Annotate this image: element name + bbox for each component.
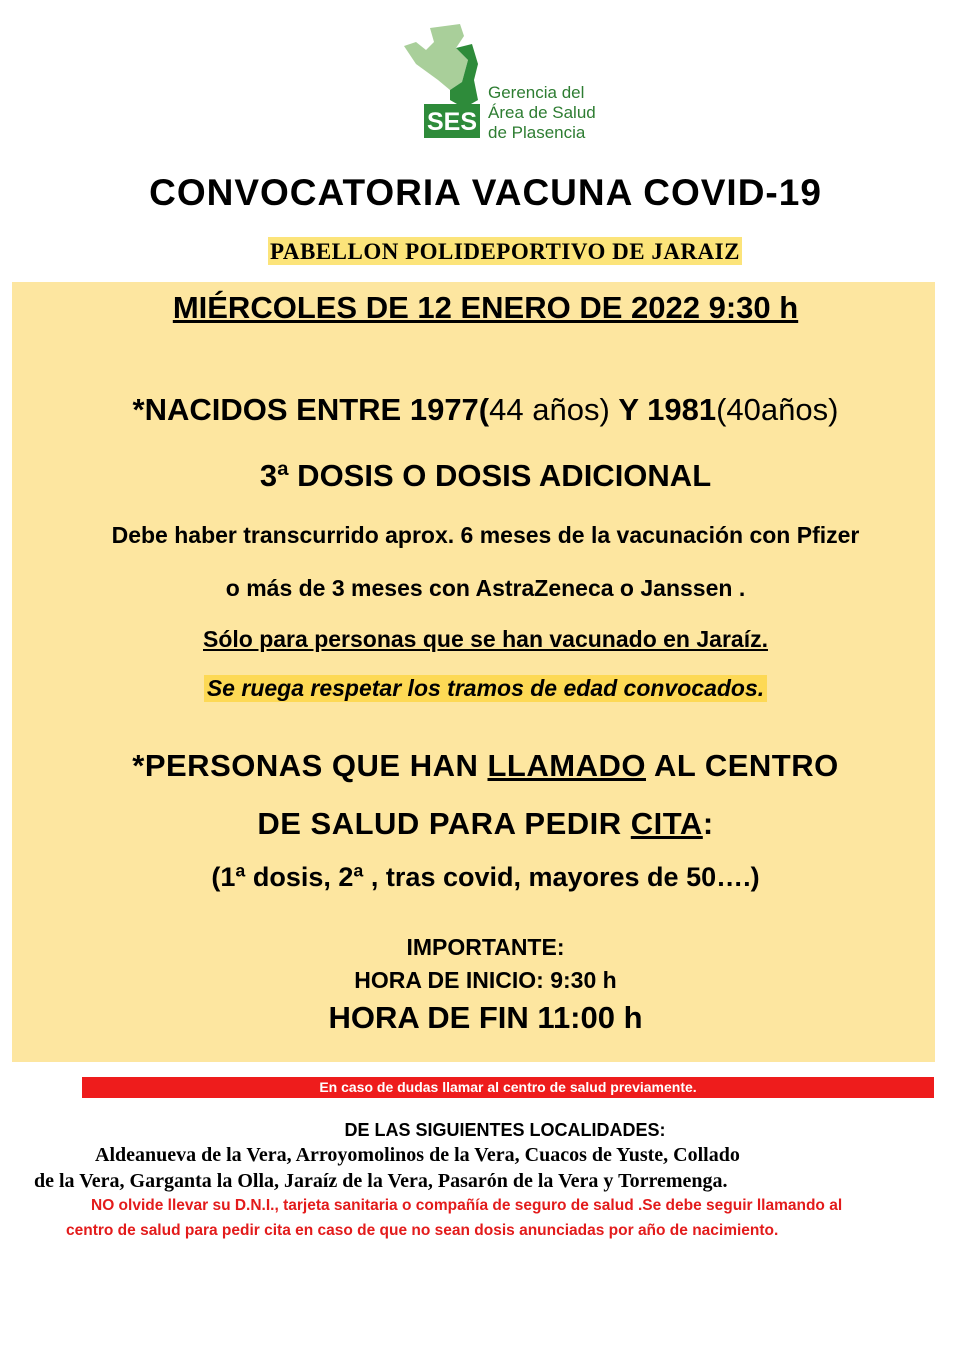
towns-line2: de la Vera, Garganta la Olla, Jaraíz de la Vera, Pasarón de la Vera y Torremenga. [34, 1170, 728, 1192]
birth-years-age2: (40años) [716, 392, 839, 427]
birth-years-age1: 44 años) [489, 392, 619, 427]
only-for-note: Sólo para personas que se han vacunado en Jaraíz. [203, 626, 768, 652]
red-banner-text: En caso de dudas llamar al centro de salud previamente. [319, 1079, 697, 1095]
called-line2-b: : [702, 806, 714, 841]
start-time: HORA DE INICIO: 9:30 h [354, 967, 617, 993]
called-line2-underlined: CITA [630, 806, 703, 841]
logo-badge-text: SES [426, 108, 478, 136]
logo-text-line1: Gerencia del [488, 83, 585, 102]
note-line2: centro de salud para pedir cita en caso de que no sean dosis anunciadas por año de nacimiento. [66, 1222, 779, 1239]
note-line1: NO olvide llevar su D.N.I., tarjeta sanitaria o compañía de seguro de salud .Se debe seguir llamando al [91, 1197, 843, 1214]
venue-row [0, 237, 971, 265]
called-line2 [0, 806, 971, 842]
dose-type: 3ª DOSIS O DOSIS ADICIONAL [259, 458, 712, 493]
logo-cross-light [404, 24, 468, 90]
important-heading: IMPORTANTE: [406, 934, 565, 960]
page-title: CONVOCATORIA VACUNA COVID-19 [149, 172, 822, 213]
called-line1-a: *PERSONAS QUE HAN [132, 748, 488, 783]
called-line1-b: AL CENTRO [645, 748, 839, 783]
respect-row [0, 675, 971, 702]
requirement-line2: o más de 3 meses con AstraZeneca o Janssen . [225, 575, 746, 601]
venue-label: PABELLON POLIDEPORTIVO DE JARAIZ [270, 239, 740, 264]
towns-heading: DE LAS SIGUIENTES LOCALIDADES: [344, 1120, 666, 1140]
birth-years [0, 392, 971, 428]
respect-note: Se ruega respetar los tramos de edad convocados. [204, 675, 767, 702]
requirement-line1: Debe haber transcurrido aprox. 6 meses de la vacunación con Pfizer [111, 522, 860, 548]
end-time: HORA DE FIN 11:00 h [328, 1000, 643, 1035]
logo-text-line3: de Plasencia [488, 123, 586, 142]
birth-years-mid: Y 1981 [618, 392, 717, 427]
event-date: MIÉRCOLES DE 12 ENERO DE 2022 9:30 h [172, 290, 799, 325]
doses-list: (1ª dosis, 2ª , tras covid, mayores de 50….) [211, 862, 760, 892]
called-line2-a: DE SALUD PARA PEDIR [257, 806, 631, 841]
called-line1 [0, 748, 971, 784]
logo-text-line2: Área de Salud [488, 103, 596, 122]
birth-years-prefix: *NACIDOS ENTRE 1977( [132, 392, 490, 427]
towns-line1: Aldeanueva de la Vera, Arroyomolinos de la Vera, Cuacos de Yuste, Collado [95, 1144, 740, 1166]
called-line1-underlined: LLAMADO [487, 748, 646, 783]
